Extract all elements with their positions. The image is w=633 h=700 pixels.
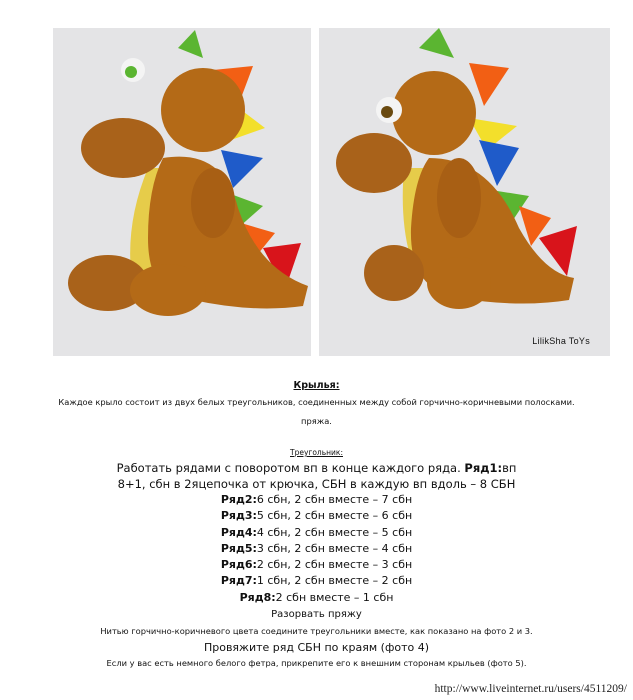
photo-row — [53, 28, 610, 356]
stitch-text: Провяжите ряд СБН по краям (фото 4) — [203, 641, 430, 654]
spike-green-top — [178, 30, 203, 58]
dinosaur-arm — [191, 168, 235, 238]
photo-dinosaur-right — [319, 28, 610, 356]
section-heading: Крылья: — [293, 380, 340, 391]
dinosaur-head — [392, 71, 476, 155]
row-item — [0, 508, 633, 524]
row-label: Ряд7: — [220, 574, 257, 588]
row-label: Ряд5: — [220, 541, 257, 555]
dinosaur-foot-left — [364, 245, 424, 301]
felt-text: Если у вас есть немного белого фетра, прикрепите его к внешним сторонам крыльев (фото 5). — [106, 658, 527, 668]
brand-watermark: LilikSha ToYs — [532, 336, 590, 346]
row1-label: Ряд1: — [464, 461, 503, 475]
row-text: 4 сбн, 2 сбн вместе – 5 сбн — [256, 525, 413, 539]
row-item — [0, 590, 633, 606]
row-item — [0, 573, 633, 589]
row-text: 5 сбн, 2 сбн вместе – 6 сбн — [256, 509, 413, 523]
url-watermark: http://www.liveinternet.ru/users/4511209/ — [434, 683, 627, 695]
row-label: Ряд3: — [220, 509, 257, 523]
dinosaur-right-illustration — [319, 28, 610, 356]
dinosaur-head — [161, 68, 245, 152]
row-label: Ряд8: — [239, 590, 276, 604]
dinosaur-snout — [336, 133, 412, 193]
spike-orange — [469, 63, 509, 106]
cut-yarn-text: Разорвать пряжу — [271, 609, 362, 620]
row-item — [0, 525, 633, 541]
row-text: 6 сбн, 2 сбн вместе – 7 сбн — [256, 493, 413, 506]
instruction-line-1-text: Работать рядами с поворотом вп в конце каждого ряда. — [116, 461, 465, 475]
row-text: 3 сбн, 2 сбн вместе – 4 сбн — [256, 541, 413, 555]
dinosaur-left-illustration — [53, 28, 311, 356]
photo-dinosaur-left — [53, 28, 311, 356]
row-text: 2 сбн вместе – 1 сбн — [275, 590, 394, 604]
row-label: Ряд2: — [220, 493, 257, 506]
row-label: Ряд4: — [220, 525, 257, 539]
row-item — [0, 557, 633, 573]
dinosaur-foot-right — [130, 264, 206, 316]
spike-green-top — [419, 28, 454, 58]
row-item — [0, 492, 633, 508]
instruction-line-2: 8+1, сбн в 2яцепочка от крючка, СБН в каждую вп вдоль – 8 СБН — [117, 477, 516, 491]
dinosaur-pupil — [381, 106, 393, 118]
intro-text-2: пряжа. — [301, 416, 332, 426]
dinosaur-pupil — [125, 66, 137, 78]
instruction-line-1 — [0, 460, 633, 476]
row-item — [0, 541, 633, 557]
row-label: Ряд6: — [220, 558, 257, 572]
dinosaur-arm — [437, 158, 481, 238]
join-text: Нитью горчично-коричневого цвета соедините треугольники вместе, как показано на фото 2 и 3. — [100, 626, 533, 636]
instruction-line-1-tail: вп — [502, 461, 517, 475]
dinosaur-snout — [81, 118, 165, 178]
intro-text: Каждое крыло состоит из двух белых треугольников, соединенных между собой горчично-коричневыми полосками. — [58, 397, 575, 407]
dinosaur-foot-right — [427, 257, 491, 309]
row-text: 1 сбн, 2 сбн вместе – 2 сбн — [256, 574, 413, 588]
row-text: 2 сбн, 2 сбн вместе – 3 сбн — [256, 558, 413, 572]
triangle-subheading: Треугольник: — [290, 448, 343, 457]
row-list — [0, 492, 633, 606]
